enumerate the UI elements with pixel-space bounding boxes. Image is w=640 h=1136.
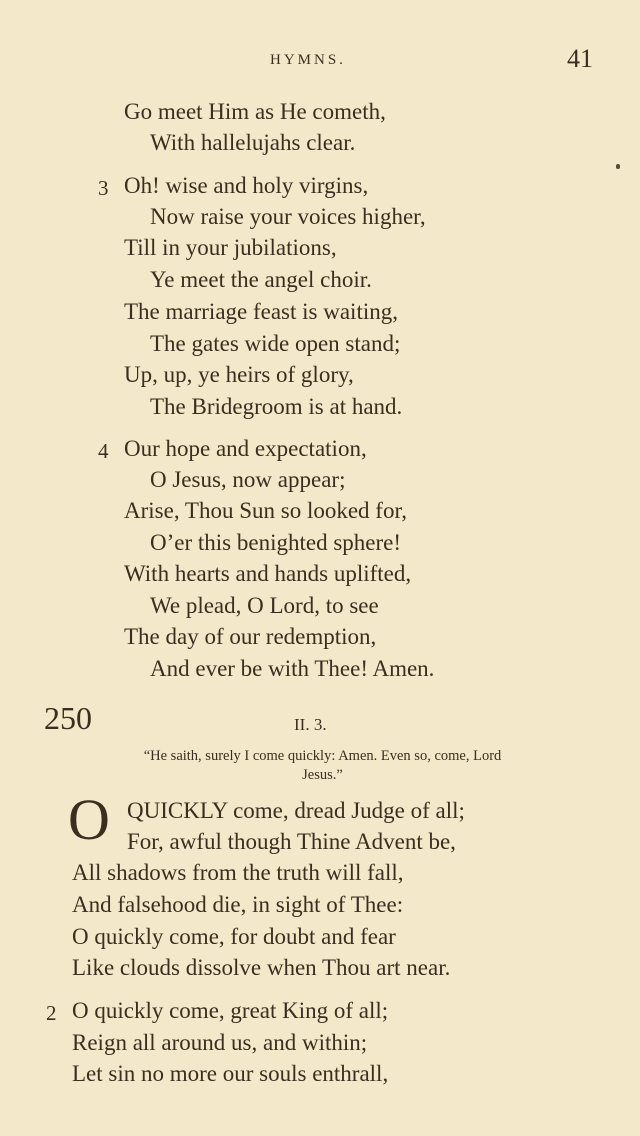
- verse-line: QUICKLY come, dread Judge of all;: [127, 798, 465, 823]
- stanza-number: 2: [46, 1001, 57, 1025]
- verse-line: Reign all around us, and within;: [72, 1030, 368, 1055]
- verse-line: The marriage feast is waiting,: [124, 299, 398, 324]
- verse-line: Let sin no more our souls enthrall,: [72, 1061, 389, 1086]
- scripture-epigraph: [50, 747, 595, 785]
- hymn-number: 250: [44, 700, 92, 736]
- stanza-number: 4: [98, 439, 109, 463]
- verse-line: And ever be with Thee! Amen.: [150, 656, 435, 681]
- verse-line: With hallelujahs clear.: [150, 130, 356, 155]
- stanza-number: 3: [98, 176, 109, 200]
- verse-line: O Jesus, now appear;: [150, 467, 346, 492]
- verse-line: Ye meet the angel choir.: [150, 267, 372, 292]
- verse-line: Now raise your voices higher,: [150, 204, 426, 229]
- verse-line: Oh! wise and holy virgins,: [124, 173, 369, 198]
- tune-meter: II. 3.: [294, 715, 327, 734]
- verse-line: Go meet Him as He cometh,: [124, 99, 386, 124]
- ink-speck: [616, 164, 620, 169]
- verse-line: The Bridegroom is at hand.: [150, 394, 403, 419]
- verse-line: For, awful though Thine Advent be,: [127, 829, 456, 854]
- drop-cap: O: [68, 787, 110, 852]
- verse-line: O quickly come, for doubt and fear: [72, 924, 396, 949]
- verse-line: Up, up, ye heirs of glory,: [124, 362, 354, 387]
- epigraph-line: “He saith, surely I come quickly: Amen. Even so, come, Lord: [143, 748, 502, 764]
- verse-line: Arise, Thou Sun so looked for,: [124, 498, 407, 523]
- verse-line: The day of our redemption,: [124, 624, 377, 649]
- verse-line: Like clouds dissolve when Thou art near.: [72, 955, 451, 980]
- verse-line: O’er this benighted sphere!: [150, 530, 402, 555]
- running-title: HYMNS.: [270, 52, 346, 68]
- verse-line: O quickly come, great King of all;: [72, 998, 389, 1023]
- verse-line: The gates wide open stand;: [150, 331, 401, 356]
- page-number: 41: [567, 44, 593, 73]
- verse-line: And falsehood die, in sight of Thee:: [72, 892, 404, 917]
- running-head: [0, 44, 640, 74]
- verse-line: With hearts and hands uplifted,: [124, 561, 412, 586]
- verse-line: We plead, O Lord, to see: [150, 593, 379, 618]
- epigraph-line: Jesus.”: [302, 767, 343, 783]
- verse-line: Our hope and expectation,: [124, 436, 367, 461]
- verse-line: Till in your jubilations,: [124, 235, 337, 260]
- verse-line: All shadows from the truth will fall,: [72, 860, 404, 885]
